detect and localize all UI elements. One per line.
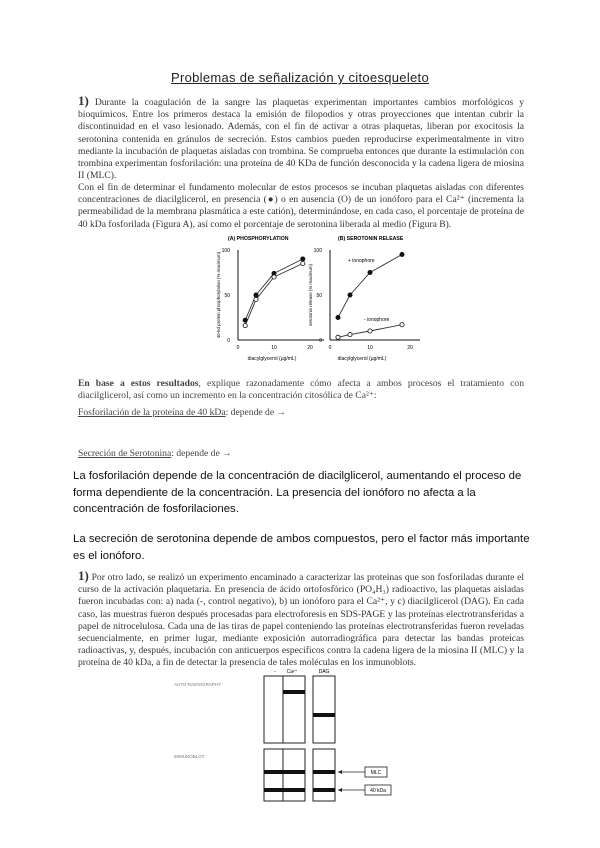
figure-a-xtick-20: 20 bbox=[307, 345, 313, 351]
fig-b-data-point-0-0 bbox=[336, 315, 340, 319]
kda40-band-dag bbox=[313, 788, 335, 792]
secrecion-prompt bbox=[78, 448, 524, 460]
kda40-label: 40 kDa bbox=[370, 788, 386, 794]
fig-a-data-point-1-2 bbox=[272, 275, 276, 279]
q2-text: Por otro lado, se realizó un experimento encaminado a caracterizar las proteínas que son fosforiladas durante el curso de la activación plaquetaria. En presencia de ácido ortofosfórico (PO₄H₃) radioactivo, las plaquetas aisladas fueron incubadas con: a) nada (-, control negativo), b) un ionóforo para el Ca²⁺, y c) diacilglicerol (DAG). En cada caso, las muestras fueron después procesadas para electroforesis en SDS-PAGE y las proteínas electrotransferidas a papel de nitrocelulosa. Cada una de las tiras de papel conteniendo las proteínas electrotransferidas fueron reveladas secuencialmente, en primer lugar, mediante exposición autorradiográfica para detectar las bandas proteicas radioactivas, y, después, incubación con anticuerpos específicos contra la cadena ligera de la miosina II (MLC) y la proteína de 40 kDa, a fin de detectar la presencia de tales moléculas en los inmunoblots. bbox=[78, 572, 525, 669]
q1-number: 1) bbox=[78, 93, 89, 108]
lane-label-dag: DAG bbox=[318, 669, 330, 675]
fosforilacion-label: Fosforilación de la proteína de 40 kDa bbox=[78, 407, 226, 418]
fosforilacion-prompt bbox=[78, 407, 524, 419]
mlc-band-dag bbox=[313, 770, 335, 774]
blot-row1-label: AUTO-RADIOGRAPHY bbox=[174, 682, 222, 687]
figure-b-annotation-plus: + ionophore bbox=[348, 258, 375, 264]
autorad-band-dag bbox=[313, 713, 335, 717]
mlc-band-ca bbox=[283, 770, 305, 774]
autorad-strip-ca bbox=[283, 676, 305, 743]
figure-a-title: (A) PHOSPHORYLATION bbox=[228, 236, 289, 242]
answer-1: La fosforilación depende de la concentración de diacilglicerol, aumentando el proceso de forma dependiente de la concentración. La presencia del ionóforo no afecta a la concentración de fosforilaciones. bbox=[73, 470, 522, 515]
kda40-band-control bbox=[264, 788, 286, 792]
fig-a-data-point-1-0 bbox=[243, 324, 247, 328]
immunoblot-strip-dag bbox=[313, 749, 335, 801]
page-title: Problemas de señalización y citoesqueleto bbox=[171, 70, 429, 85]
figure-a-ytick-50: 50 bbox=[224, 293, 230, 299]
lane-label-ca: Ca²⁺ bbox=[286, 669, 298, 675]
answer-2: La secreción de serotonina depende de ambos compuestos, pero el factor más importante es el ionóforo. bbox=[73, 533, 530, 562]
q2-paragraph bbox=[78, 570, 524, 670]
autorad-strip-dag bbox=[313, 676, 335, 743]
figure-a-ytick-100: 100 bbox=[221, 248, 230, 254]
secrecion-label: Secreción de Serotonina bbox=[78, 448, 172, 459]
fig-b-data-point-1-1 bbox=[348, 333, 352, 337]
lane-label-control: - bbox=[274, 669, 276, 675]
blot-row2-label: IMMUNOBLOT bbox=[174, 754, 205, 759]
q1-text-1: Durante la coagulación de la sangre las plaquetas experimentan importantes cambios morfológicos y bioquímicos. Entre los primeros destaca la emisión de filopodios y otras proyecciones que intentan cubrir la discontinuidad en el vaso lesionado. Además, con el fin de activar a otras plaquetas, liberan por exocitosis la serotonina contenida en gránulos de secreción. Estos cambios pueden reproducirse experimentalmente in vitro mediante la incubación de plaquetas aisladas con trombina. Se comprueba entonces que durante la estimulación con trombina experimentan fosforilación: una proteína de 40 KDa de función desconocida y la cadena ligera de miosina II (MLC). bbox=[78, 97, 524, 182]
figure-b-chart bbox=[302, 232, 452, 372]
mlc-arrow-icon bbox=[338, 770, 342, 774]
figure-b-title: (B) SEROTONIN RELEASE bbox=[338, 236, 404, 242]
figure-a-series bbox=[243, 257, 305, 328]
fig-a-data-point-1-1 bbox=[254, 297, 258, 301]
figure-b-xtick-10: 10 bbox=[367, 345, 373, 351]
figure-b-ylabel: serotonin release (% maximum) bbox=[308, 264, 313, 326]
figure-b-ytick-0: 0 bbox=[319, 338, 322, 344]
figure-a-xlabel: diacylglycerol (µg/mL) bbox=[247, 356, 297, 362]
figure-b-annotation-minus: - ionophore bbox=[364, 317, 390, 323]
q1-paragraph-3 bbox=[78, 378, 524, 402]
q1-paragraph-1 bbox=[78, 95, 524, 182]
figure-b-series bbox=[336, 252, 404, 339]
kda40-band-ca bbox=[283, 788, 305, 792]
fig-b-data-point-0-3 bbox=[400, 252, 404, 256]
fosforilacion-suffix: : depende de → bbox=[225, 407, 287, 418]
figure-a-xtick-0: 0 bbox=[236, 345, 240, 351]
figure-a-ylabel: 40-kd protein phosphorylation (% maximum) bbox=[216, 251, 221, 339]
fig-a-data-line-0 bbox=[245, 259, 303, 320]
immunoblot-strip-ca bbox=[283, 749, 305, 801]
mlc-band-control bbox=[264, 770, 286, 774]
figure-b-xlabel: diacylglycerol (µg/mL) bbox=[337, 356, 387, 362]
q1-text-2: Con el fin de determinar el fundamento molecular de estos procesos se incuban plaquetas aisladas con diferentes concentraciones de diacilglicerol, en presencia (●) o en ausencia (O) de un ionóforo para el Ca²⁺ (incrementa la permeabilidad de la membrana plasmática a este catión), determinándose, en cada caso, el porcentaje de proteína de 40 kDa fosforilada (Figura A), así como el porcentaje de serotonina liberada al medio (Figura B). bbox=[78, 182, 524, 230]
q1-text-3: , explique razonadamente cómo afecta a ambos procesos el tratamiento con diacilglicerol, así como un incremento en la concentración citosólica de Ca²⁺: bbox=[78, 378, 524, 402]
kda40-arrow-icon bbox=[338, 788, 342, 792]
fig-b-data-point-1-2 bbox=[368, 329, 372, 333]
figure-b-ytick-50: 50 bbox=[316, 293, 322, 299]
q1-bold-lead: En base a estos resultados bbox=[78, 378, 199, 389]
figure-a-ytick-0: 0 bbox=[227, 338, 230, 344]
figure-b-ytick-100: 100 bbox=[313, 248, 322, 254]
figure-b-xtick-20: 20 bbox=[407, 345, 413, 351]
blot-figure bbox=[168, 664, 408, 806]
figure-b-xtick-0: 0 bbox=[328, 345, 332, 351]
fig-a-data-point-0-1 bbox=[254, 293, 258, 297]
fig-b-data-point-1-3 bbox=[400, 323, 404, 327]
q1-paragraph-2 bbox=[78, 182, 524, 231]
fig-b-data-point-0-1 bbox=[348, 293, 352, 297]
fig-b-data-point-0-2 bbox=[368, 270, 372, 274]
figure-a-xtick-10: 10 bbox=[271, 345, 277, 351]
fig-b-data-point-1-0 bbox=[336, 335, 340, 339]
autorad-band-ca bbox=[283, 690, 305, 694]
q2-number: 1) bbox=[78, 568, 89, 583]
mlc-label: MLC bbox=[370, 770, 382, 776]
secrecion-suffix: : depende de → bbox=[171, 448, 232, 459]
